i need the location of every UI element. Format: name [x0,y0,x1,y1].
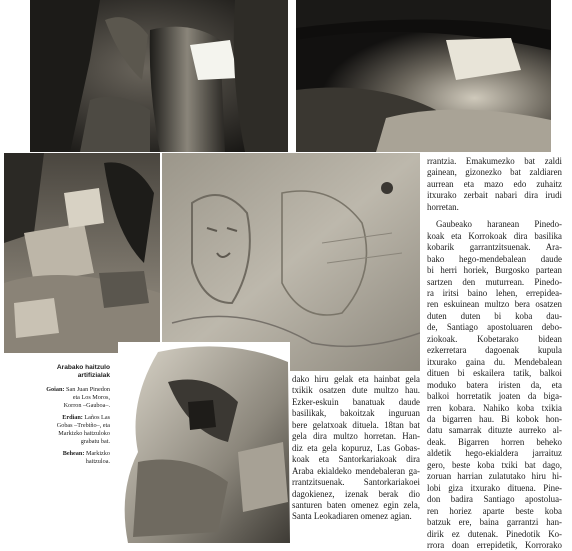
text-line: don badira Santiago apostolua- [427,494,562,505]
text-line: dituen bi eskailera tatik, balkoi [427,368,562,379]
text-line: ezkerretara dagoenak kupula [427,345,562,356]
text-line: aldetik hego-ekialdera jarraituz [427,448,562,459]
text-line: de, Santiago apostoluaren debo- [427,322,562,333]
photo-caption [14,364,110,470]
rock-engraving-photo-markiz [162,153,420,371]
text-line: bi herri horiek, Burgosko partean [427,265,562,276]
text-line: datu samarrak dituzte aurreko al- [427,425,562,436]
cave-interior-photo-las-gobas [4,153,160,353]
text-line: bako hego-mendebalean daude [427,253,562,264]
caption-label: Erdian: [62,414,83,421]
caption-title [14,364,110,380]
cave-exterior-photo-markiz [118,342,290,543]
text-line: rrora doan errepidetik, Korrorako [427,539,562,550]
text-line: gero, beste koba txiki bat dago, [427,459,562,470]
text-line: Gaubeako haranean Pinedo- [436,219,562,230]
caption-text: Markizko haitzuloko [58,430,110,437]
caption-title-line: Arabako haitzulo [56,364,110,371]
caption-text: Korron –Gauboa–. [63,402,110,409]
paragraph-gaubea-valley [427,219,562,551]
text-line: lobi giza itxurako dituena. Pine- [427,482,562,493]
text-line: Santa Leokadiaren omenez agian. [292,511,412,522]
text-line: aurrean eta mazo edo zuhaitz [427,178,562,189]
caption-label: Behean: [62,450,85,457]
body-text-column-middle [292,374,420,523]
text-line: ren horiez aparte beste koba [427,505,562,516]
caption-text: haitzuloa. [85,458,110,465]
cave-interior-photo-korro [296,0,551,152]
caption-text: eta Los Moros, [72,394,110,401]
text-line: rren kobara. Nahiko koba txikia [427,402,562,413]
text-line: gainean, gizonezko bat zaldiaren [427,167,562,178]
text-line: diz eta gela kopuruz, Las Gobas- [292,442,420,453]
paragraph-horse-rider [427,156,562,213]
text-line: koak eta Korrokoak dira basilika [427,230,562,241]
caption-text: grabatu bat. [80,438,110,445]
text-line: Ezker-eskuin banatuak daude [292,396,420,407]
text-line: koak eta Santorkariakoak dira [292,454,420,465]
caption-label: Goian: [46,386,65,393]
caption-text: Markizko [84,450,110,457]
text-line: rrantzitsuenak. Santorkariakoei [292,477,420,488]
caption-text: Laños Las [82,414,110,421]
text-line: dako hiru gelak eta hainbat gela [292,374,420,384]
text-line: bere gelatxoak dituela. 18tan bat [292,419,420,430]
text-line: deak. Bigarren horren beheko [427,436,562,447]
text-line: da bigarren hau. Bi kobok hon- [427,413,562,424]
text-line: rrantzia. Emakumezko bat zaldi [427,156,562,166]
text-line: batzuk ere, baina garrantzi han- [427,517,562,528]
text-line: ren eskuinean multzo bera osatzen [427,299,562,310]
text-line: ra iritsi baino lehen, errepidea- [427,287,562,298]
text-line: duten duten bi koba dau- [427,310,562,321]
text-line: dagokienez, izenak berak dio [292,488,420,499]
text-line: horretan. [427,201,459,212]
text-line: santuren baten omenez egin zela, [292,499,420,510]
text-line: sartzen den muturrean. Pinedo- [427,276,562,287]
text-line: dirik ez dutenak. Pinedotik Ko- [427,528,562,539]
text-line: moduko batera iristen da, eta [427,379,562,390]
text-line: txikik osatzen dute multzo hau. [292,385,420,396]
text-line: zoruan harrian zulatutako hiru hi- [427,471,562,482]
text-line: kobarik garrantzitsuenak. Ara- [427,242,562,253]
text-line: gela dira multzo horretan. Han- [292,431,420,442]
caption-text: Gobas –Trebiño–, eta [56,422,110,429]
caption-item-middle [14,414,110,446]
text-line: itxurako zerbait nabari dira irudi [427,190,562,201]
text-line: ziokoak. Kobetarako bidean [427,333,562,344]
caption-item-bottom [14,450,110,466]
body-text-column-right [427,156,562,551]
paragraph-markiz-group [292,374,420,523]
text-line: balkoi horretatik joaten da biga- [427,391,562,402]
caption-item-top [14,386,110,410]
caption-title-line: artifizialak [77,372,110,379]
cave-interior-photo-pinedo [30,0,288,152]
text-line: Araba ekialdeko mendebaleran ga- [292,465,420,476]
caption-text: San Juan Pinedon [64,386,110,393]
text-line: itxurako gaina du. Mendebalean [427,356,562,367]
text-line: basilikak, bakoitzak inguruan [292,408,420,419]
